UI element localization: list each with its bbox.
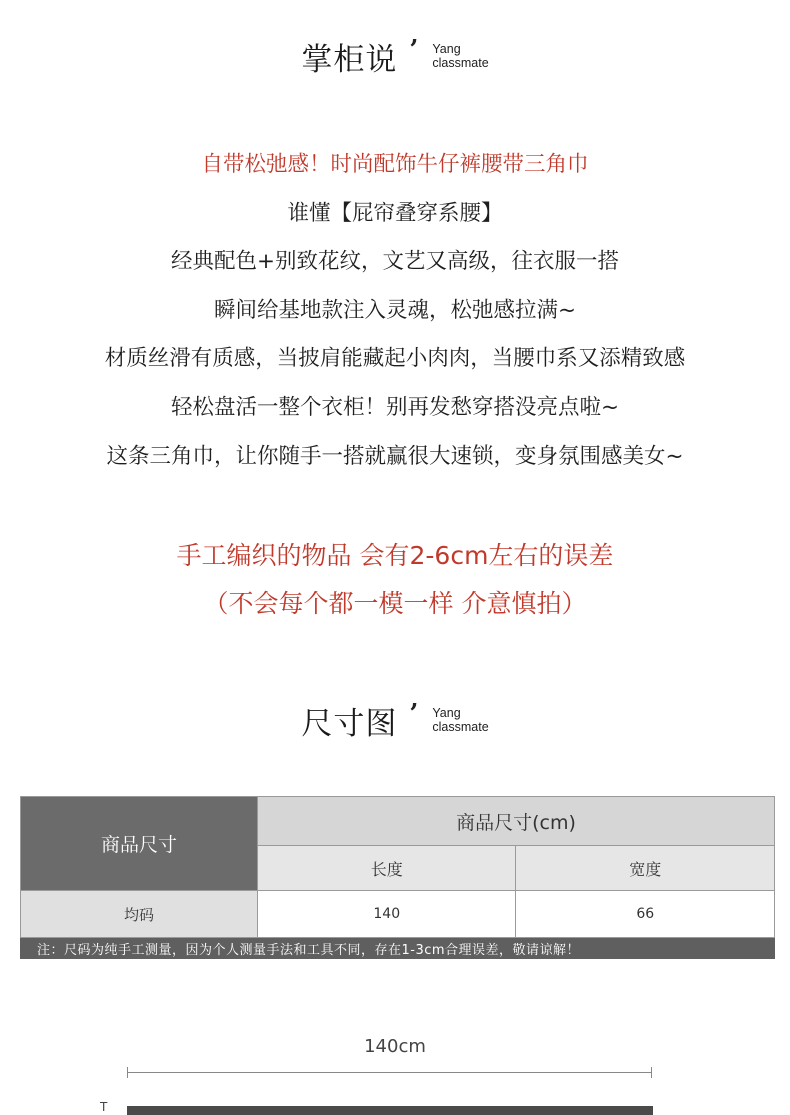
description-line: 这条三角巾，让你随手一搭就赢很大速锁，变身氛围感美女~ (106, 443, 684, 469)
handmade-notice (0, 534, 790, 630)
measurement-note: 注：尺码为纯手工测量，因为个人测量手法和工具不同，存在1-3cm合理误差，敬请谅解！ (21, 938, 775, 959)
description-headline: 自带松弛感！时尚配饰牛仔裤腰带三角巾 (201, 152, 589, 177)
scarf-shape-edge (127, 1106, 653, 1115)
length-measure-label: 140cm (364, 1036, 426, 1057)
section-title-shopkeeper (0, 36, 790, 76)
size-table-group-header: 商品尺寸(cm) (258, 797, 775, 846)
description-line: 谁懂【屁帘叠穿系腰】 (287, 200, 503, 226)
title-comma-mark: ’ (409, 699, 419, 729)
brand-mark (432, 706, 488, 734)
dimension-tick-left (127, 1067, 128, 1078)
brand-line-1: Yang (432, 42, 461, 56)
table-row (21, 891, 775, 938)
size-table-corner-label: 商品尺寸 (21, 797, 258, 891)
description-line: 材质丝滑有质感，当披肩能藏起小肉肉，当腰巾系又添精致感 (104, 346, 686, 372)
notice-line-1: 手工编织的物品 会有2-6cm左右的误差 (176, 541, 614, 570)
length-dimension-line (127, 1072, 652, 1073)
description-line: 轻松盘活一整个衣柜！别再发愁穿搭没亮点啦~ (170, 394, 620, 420)
row-label-size: 均码 (21, 891, 258, 938)
column-header-length: 长度 (258, 846, 516, 891)
side-dimension-mark: T (100, 1100, 108, 1114)
brand-mark (432, 42, 488, 70)
brand-line-2: classmate (432, 720, 489, 734)
section-title-text: 尺寸图 (301, 705, 398, 742)
notice-line-2: （不会每个都一模一样 介意慎拍） (203, 589, 587, 618)
dimension-tick-right (651, 1067, 652, 1078)
brand-line-2: classmate (432, 56, 489, 70)
size-table (20, 796, 775, 959)
product-description (0, 146, 790, 486)
description-line: 经典配色+别致花纹，文艺又高级，往衣服一搭 (170, 249, 620, 275)
cell-width-value: 66 (516, 891, 775, 938)
column-header-width: 宽度 (516, 846, 775, 891)
section-title-text: 掌柜说 (301, 41, 398, 78)
cell-length-value: 140 (258, 891, 516, 938)
brand-line-1: Yang (432, 706, 461, 720)
title-comma-mark: ’ (409, 35, 419, 65)
section-title-size-chart (0, 700, 790, 740)
description-line: 瞬间给基地款注入灵魂，松弛感拉满~ (213, 297, 577, 323)
